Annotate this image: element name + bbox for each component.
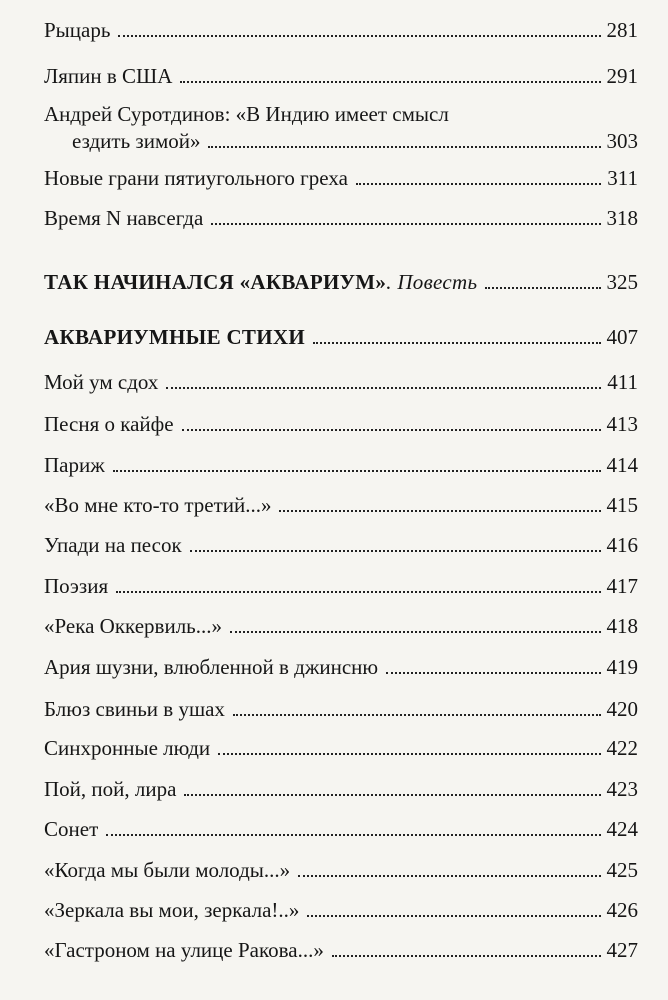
toc-entry[interactable]: [44, 452, 638, 479]
dot-leader: [118, 35, 600, 37]
toc-page-number: 424: [606, 817, 638, 841]
toc-page-number: 291: [606, 64, 638, 88]
dot-leader: [279, 510, 600, 512]
toc-entry[interactable]: [44, 17, 638, 44]
toc-entry-title: Поэзия: [44, 574, 109, 598]
toc-entry[interactable]: [44, 654, 638, 681]
dot-leader: [298, 875, 600, 877]
section-subtitle: . Повесть: [386, 270, 478, 294]
toc-entry-title: Сонет: [44, 817, 99, 841]
toc-entry[interactable]: [44, 165, 638, 192]
toc-entry[interactable]: [44, 816, 638, 843]
toc-entry-title: Париж: [44, 453, 105, 477]
toc-section-title: [44, 269, 477, 296]
toc-entry[interactable]: [44, 696, 638, 723]
section-title-text: ТАК НАЧИНАЛСЯ «АКВАРИУМ»: [44, 270, 387, 294]
dot-leader: [356, 183, 601, 185]
toc-entry[interactable]: [44, 101, 638, 155]
toc-page-number: 311: [607, 166, 638, 190]
dot-leader: [106, 834, 600, 836]
toc-entry-title: Песня о кайфе: [44, 412, 174, 436]
toc-entry[interactable]: [44, 532, 638, 559]
toc-entry-title: Синхронные люди: [44, 736, 211, 760]
toc-entry[interactable]: [44, 492, 638, 519]
toc-page-number: 425: [606, 858, 638, 882]
toc-entry[interactable]: [44, 63, 638, 90]
toc-page-number: 426: [606, 898, 638, 922]
dot-leader: [180, 81, 600, 83]
dot-leader: [166, 387, 601, 389]
toc-page-number: 427: [606, 938, 638, 962]
toc-entry[interactable]: [44, 776, 638, 803]
dot-leader: [116, 591, 600, 593]
toc-entry-title: Блюз свиньи в ушах: [44, 697, 225, 721]
toc-section-entry[interactable]: [44, 269, 638, 296]
dot-leader: [313, 342, 601, 344]
dot-leader: [182, 429, 601, 431]
dot-leader: [307, 915, 600, 917]
toc-page-number: 416: [606, 533, 638, 557]
dot-leader: [208, 146, 600, 148]
toc-entry-title: Рыцарь: [44, 18, 111, 42]
toc-entry-title: «Во мне кто-то третий...»: [44, 493, 272, 517]
toc-page-number: 419: [606, 655, 638, 679]
toc-entry[interactable]: [44, 897, 638, 924]
toc-page-number: 281: [606, 18, 638, 42]
dot-leader: [386, 672, 600, 674]
toc-entry-title: Упади на песок: [44, 533, 182, 557]
toc-page-number: 415: [606, 493, 638, 517]
dot-leader: [233, 714, 601, 716]
toc-page-number: 318: [606, 206, 638, 230]
toc-page-number: 411: [607, 370, 638, 394]
toc-entry[interactable]: [44, 613, 638, 640]
toc-page-number: 420: [606, 697, 638, 721]
toc-entry-title: Время N навсегда: [44, 206, 204, 230]
dot-leader: [211, 223, 600, 225]
dot-leader: [332, 955, 601, 957]
toc-entry-title: Ляпин в США: [44, 64, 173, 88]
dot-leader: [190, 550, 601, 552]
toc-page-number: 414: [606, 453, 638, 477]
toc-page-number: 303: [606, 129, 638, 153]
toc-entry[interactable]: [44, 573, 638, 600]
toc-entry[interactable]: [44, 411, 638, 438]
toc-page-number: 423: [606, 777, 638, 801]
toc-section-entry[interactable]: [44, 324, 638, 351]
toc-page-number: 407: [606, 325, 638, 349]
toc-section-title: АКВАРИУМНЫЕ СТИХИ: [44, 325, 305, 349]
toc-page-number: 325: [606, 270, 638, 294]
toc-entry-title: «Зеркала вы мои, зеркала!..»: [44, 898, 300, 922]
toc-page-number: 417: [606, 574, 638, 598]
dot-leader: [113, 470, 601, 472]
toc-entry-title: «Когда мы были молоды...»: [44, 858, 291, 882]
table-of-contents: [44, 0, 638, 1000]
toc-entry-title: «Река Оккервиль...»: [44, 614, 223, 638]
toc-page-number: 418: [606, 614, 638, 638]
toc-page-number: 413: [606, 412, 638, 436]
dot-leader: [218, 753, 600, 755]
toc-entry-title: Мой ум сдох: [44, 370, 159, 394]
toc-entry[interactable]: [44, 205, 638, 232]
toc-entry-title-continued: ездить зимой»: [72, 129, 201, 153]
toc-page-number: 422: [606, 736, 638, 760]
toc-entry-title: Андрей Суротдинов: «В Индию имеет смысл: [44, 102, 449, 126]
toc-entry-title: «Гастроном на улице Ракова...»: [44, 938, 324, 962]
toc-entry[interactable]: [44, 937, 638, 964]
toc-entry[interactable]: [44, 369, 638, 396]
toc-entry-title: Ария шузни, влюбленной в джинсню: [44, 655, 379, 679]
dot-leader: [184, 794, 600, 796]
toc-entry[interactable]: [44, 857, 638, 884]
toc-entry[interactable]: [44, 735, 638, 762]
dot-leader: [230, 631, 600, 633]
dot-leader: [485, 287, 600, 289]
toc-entry-title: Новые грани пятиугольного греха: [44, 166, 348, 190]
toc-entry-title: Пой, пой, лира: [44, 777, 177, 801]
